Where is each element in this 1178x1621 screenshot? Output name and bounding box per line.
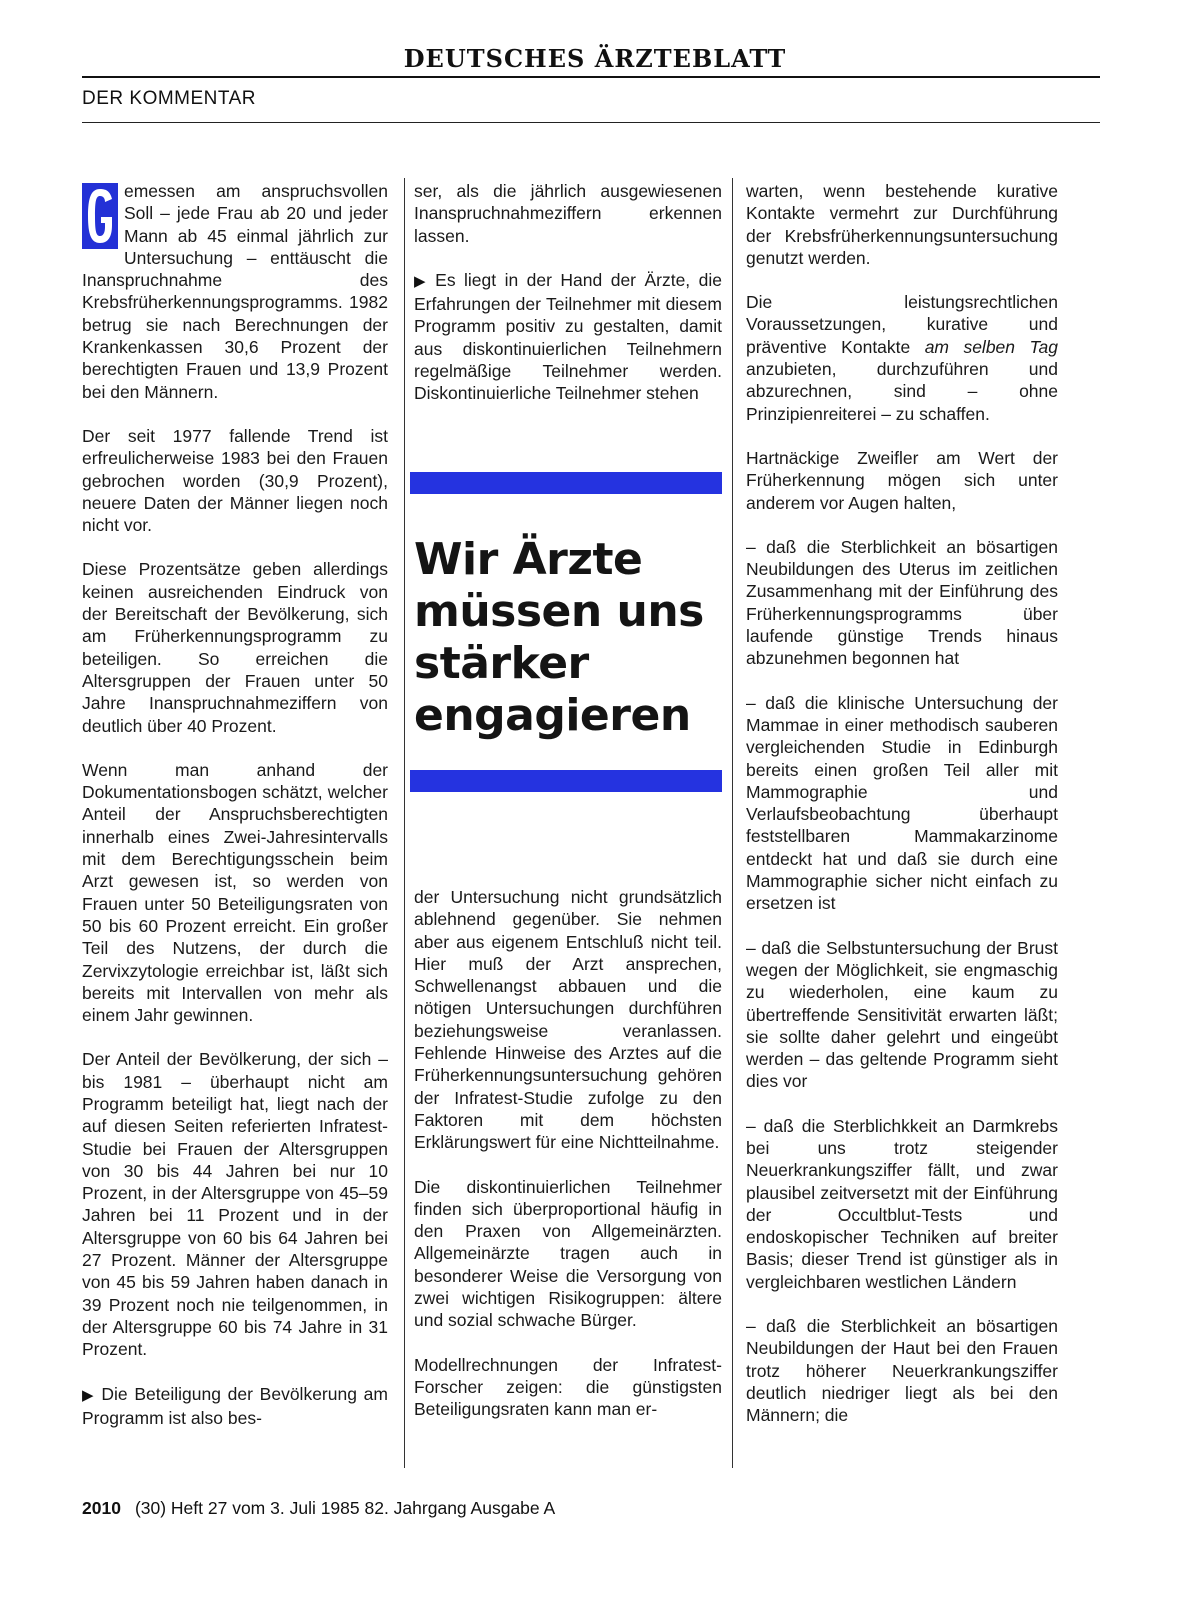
section-label: DER KOMMENTAR (82, 88, 256, 109)
triangle-bullet-icon: ▶ (414, 272, 430, 290)
paragraph: ▶ Es liegt in der Hand der Ärzte, die Erfahrungen der Teilnehmer mit diesem Programm positiv zu gestalten, damit aus diskontinuierlichen Teilnehmern regelmäßige Teilnehmer werden. Diskontinuierliche Teilnehmer stehen (414, 269, 722, 404)
paragraph: Der seit 1977 fallende Trend ist erfreulicherweise 1983 bei den Frauen gebrochen worden (30,9 Prozent), neuere Daten der Männer liegen noch nicht vor. (82, 425, 388, 536)
headline-line: stärker (414, 638, 589, 689)
column-divider-1 (404, 178, 405, 1468)
paragraph: der Untersuchung nicht grundsätzlich ablehnend gegenüber. Sie nehmen aber aus eigenem Entschluß nicht teil. Hier muß der Arzt ansprechen, Schwellenangst abbauen und die nötigen Untersuchungen durchführen beziehungsweise veranlassen. Fehlende Hinweise des Arztes auf die Früherkennungsuntersuchung gehören der Infratest-Studie zufolge zu den Faktoren mit dem höchsten Erklärungswert für eine Nichtteilnahme. (414, 887, 722, 1153)
paragraph: ▶ Die Beteiligung der Bevölkerung am Programm ist also bes- (82, 1383, 388, 1428)
paragraph: – daß die Selbstuntersuchung der Brust wegen der Möglichkeit, sie engmaschig zu wiederholen, eine kaum zu übertreffende Sensitivität erwarten läßt; sie sollte daher gelehrt und eingeübt werden – das geltende Programm sieht dies vor (746, 937, 1058, 1092)
masthead: DEUTSCHES ÄRZTEBLATT (403, 44, 787, 73)
headline-bar-bottom (410, 770, 722, 792)
paragraph: – daß die klinische Untersuchung der Mammae in einer methodisch sauberen vergleichenden Studie in Edinburgh bereits einen großen Teil aller mit Mammographie und Verlaufsbeobachtung überhaupt feststellbaren Mammakarzinome entdeckt hat und daß sie durch eine Mammographie sicher nicht einfach zu ersetzen ist (746, 692, 1058, 914)
headline-line: engagieren (414, 690, 691, 741)
intro-text: emessen am anspruchsvollen Soll – jede Frau ab 20 und jeder Mann ab 45 einmal jährlich zur Untersuchung – enttäuscht die Inanspruchnahme des Krebsfrüherkennungsprogramms. 1982 betrug sie nach Berechnungen der Krankenkassen 30,6 Prozent der berechtigten Frauen und 13,9 Prozent bei den Männern. (82, 181, 388, 402)
paragraph: warten, wenn bestehende kurative Kontakte vermehrt zur Durchführung der Krebsfrüherkennungsuntersuchung genutzt werden. (746, 181, 1058, 268)
headline-line: müssen uns (414, 586, 704, 637)
column-1 (82, 180, 388, 1451)
headline (414, 534, 726, 742)
paragraph: Wenn man anhand der Dokumentationsbogen schätzt, welcher Anteil der Anspruchsberechtigten innerhalb eines Zwei-Jahresintervalls mit dem Berechtigungsschein beim Arzt gewesen ist, so werden von Frauen unter 50 Beteiligungsraten von 50 bis 60 Prozent erreicht. Ein großer Teil des Nutzens, der durch die Zervixzytologie erreichbar ist, läßt sich bereits mit Intervallen von mehr als einem Jahr gewinnen. (82, 759, 388, 1026)
paragraph: Die diskontinuierlichen Teilnehmer finden sich überproportional häufig in den Praxen von Allgemeinärzten. Allgemeinärzte tragen auch in besonderer Weise die Versorgung von zwei wichtigen Risikogruppen: ältere und sozial schwache Bürger. (414, 1176, 722, 1331)
paragraph: – daß die Sterblichkeit an bösartigen Neubildungen des Uterus im zeitlichen Zusammenhang mit der Einführung des Früherkennungsprogramms über laufende günstige Trends hinaus abzunehmen begonnen hat (746, 536, 1058, 669)
page-number: 2010 (82, 1498, 121, 1518)
footer (82, 1498, 555, 1519)
column-3 (746, 180, 1058, 1449)
paragraph: – daß die Sterblichkkeit an Darmkrebs bei uns trotz steigender Neuerkrankungsziffer fällt, und zwar plausibel zeitversetzt mit der Einführung der Occultblut-Tests und endoskopischer Techniken auf breiter Basis; dieser Trend ist günstiger als in vergleichbaren westlichen Ländern (746, 1115, 1058, 1292)
headline-bar-top (410, 472, 722, 494)
headline-line: Wir Ärzte (414, 534, 643, 585)
paragraph: – daß die Sterblichkeit an bösartigen Neubildungen der Haut bei den Frauen trotz höherer Neuerkrankungsziffer deutlich niedriger liegt als bei den Männern; die (746, 1316, 1058, 1426)
paragraph (82, 180, 388, 403)
paragraph: Diese Prozentsätze geben allerdings keinen ausreichenden Eindruck von der Bereitschaft der Bevölkerung, sich am Früherkennungsprogramm zu beteiligen. So erreichen die Altersgruppen der Frauen unter 50 Jahre Inanspruchnahmeziffern von deutlich über 40 Prozent. (82, 559, 388, 736)
column-2-top (414, 180, 722, 427)
paragraph: Die leistungsrechtlichen Voraussetzungen, kurative und präventive Kontakte am selben Tag anzubieten, durchzuführen und abzurechnen, sind – ohne Prinzipienreiterei – zu schaffen. (746, 292, 1059, 424)
emphasis: am selben Tag (924, 336, 1059, 357)
paragraph: ser, als die jährlich ausgewiesenen Inanspruchnahmeziffern erkennen lassen. (414, 181, 722, 246)
column-2-bottom (414, 886, 722, 1443)
dropcap-g (82, 183, 118, 249)
paragraph: Hartnäckige Zweifler am Wert der Früherkennung mögen sich unter anderem vor Augen halten, (746, 447, 1058, 513)
section-rule (82, 122, 1100, 123)
column-divider-2 (732, 178, 733, 1468)
issue-info: (30) Heft 27 vom 3. Juli 1985 82. Jahrgang Ausgabe A (134, 1498, 556, 1518)
triangle-bullet-icon: ▶ (82, 1386, 96, 1404)
paragraph: Modellrechnungen der Infratest-Forscher zeigen: die günstigsten Beteiligungsraten kann man er- (414, 1354, 722, 1420)
paragraph: Der Anteil der Bevölkerung, der sich – bis 1981 – überhaupt nicht am Programm beteiligt hat, liegt nach der auf diesen Seiten referierten Infratest-Studie bei Frauen der Altersgruppen von 30 bis 44 Jahren bei nur 10 Prozent, in der Altersgruppe von 45–59 Jahren bei 11 Prozent und in der Altersgruppe von 60 bis 64 Jahren bei 27 Prozent. Männer der Altersgruppe von 45 bis 59 Jahren haben danach in 39 Prozent noch nie teilgenommen, in der Altersgruppe 60 bis 74 Jahre in 31 Prozent. (82, 1049, 388, 1360)
masthead-rule (82, 76, 1100, 78)
